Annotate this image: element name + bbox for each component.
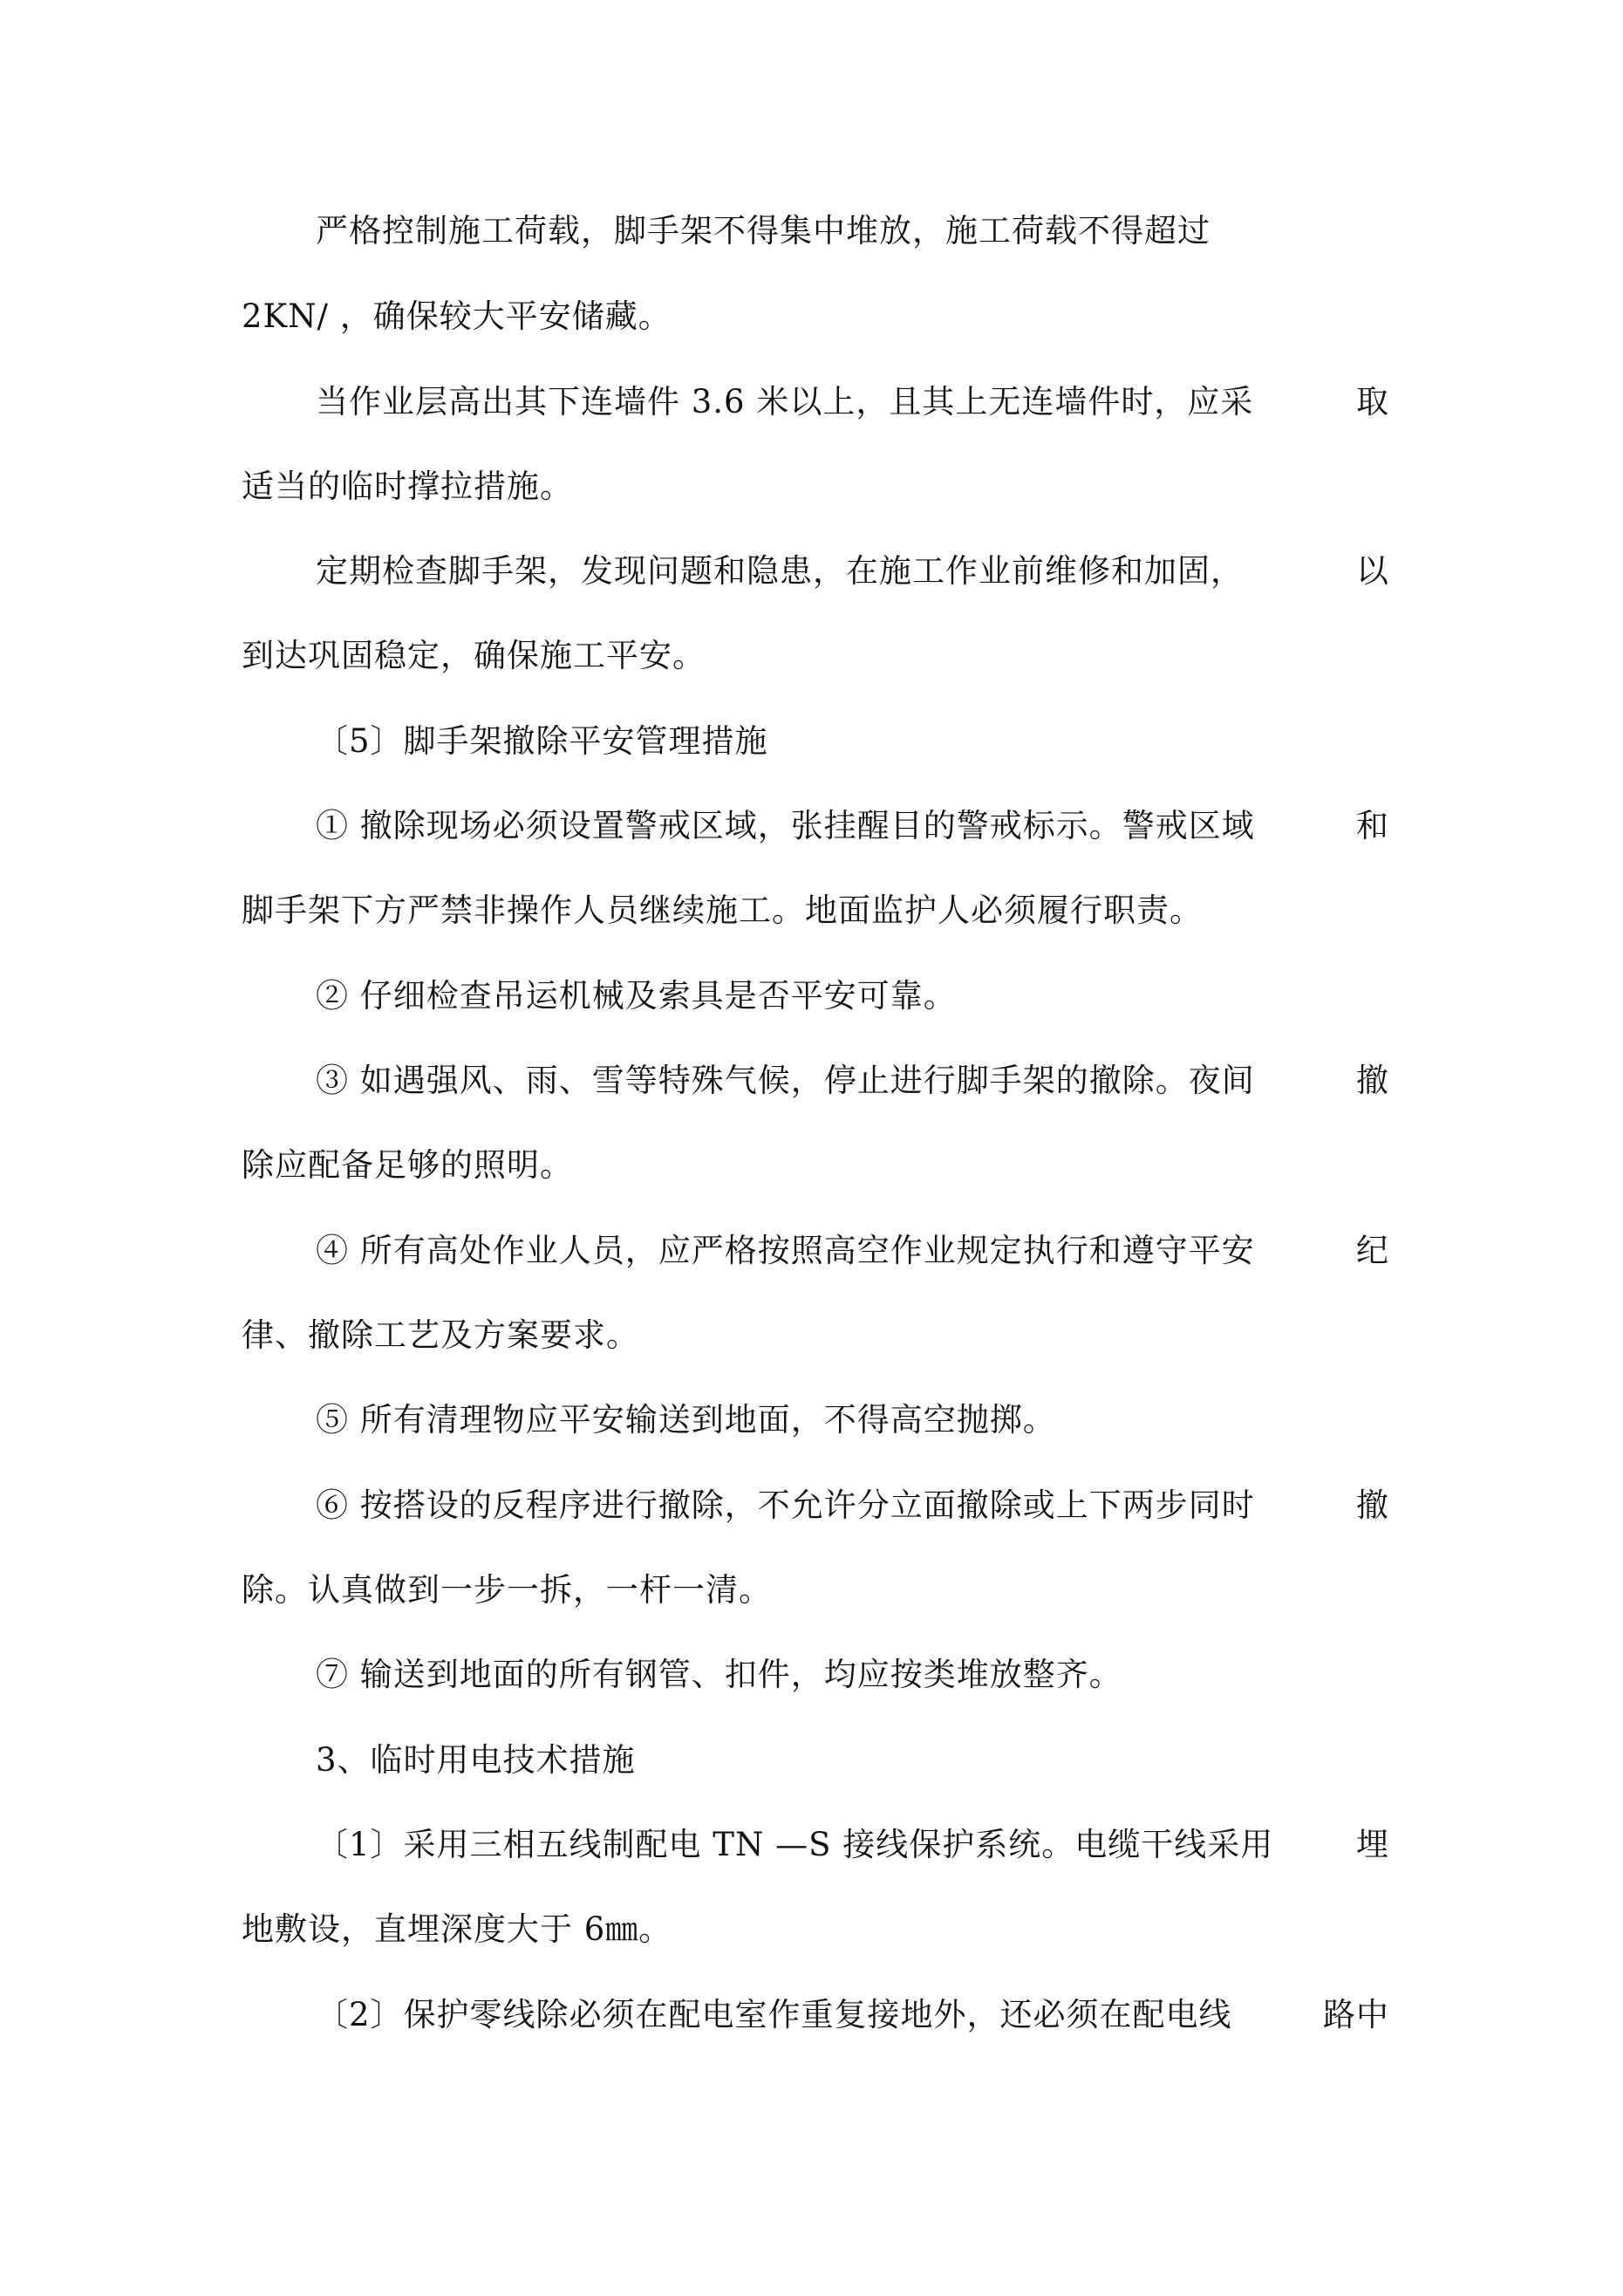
line-tail: 路中 — [1323, 1996, 1389, 2033]
line-text: 定期检查脚手架，发现问题和隐患，在施工作业前维修和加固， — [316, 552, 1244, 590]
paragraph-line — [316, 1059, 1389, 1103]
paragraph-line — [316, 380, 1389, 424]
paragraph-line: 除应配备足够的照明。 — [242, 1146, 573, 1184]
paragraph-line: ② 仔细检查吊运机械及索具是否平安可靠。 — [316, 977, 957, 1015]
paragraph-line — [316, 1229, 1389, 1273]
paragraph-line — [316, 550, 1389, 593]
line-tail: 埋 — [1356, 1826, 1389, 1863]
line-text: 〔2〕保护零线除必须在配电室作重复接地外，还必须在配电线 — [316, 1996, 1232, 2033]
paragraph-line — [316, 804, 1389, 848]
section-heading: 〔5〕脚手架撤除平安管理措施 — [316, 722, 768, 760]
line-tail: 纪 — [1356, 1232, 1389, 1269]
paragraph-line: 严格控制施工荷载，脚手架不得集中堆放，施工荷载不得超过 — [316, 212, 1210, 249]
line-text: ① 撤除现场必须设置警戒区域，张挂醒目的警戒标示。警戒区域 — [316, 807, 1255, 844]
section-heading: 3、临时用电技术措施 — [316, 1741, 636, 1779]
line-tail: 撤 — [1356, 1062, 1389, 1099]
line-text: 当作业层高出其下连墙件 3.6 米以上，且其上无连墙件时，应采 — [316, 383, 1254, 420]
line-text: ③ 如遇强风、雨、雪等特殊气候，停止进行脚手架的撤除。夜间 — [316, 1062, 1255, 1099]
paragraph-line: 适当的临时撑拉措施。 — [242, 468, 573, 505]
paragraph-line — [316, 1993, 1389, 2037]
paragraph-line: 地敷设，直埋深度大于 6㎜。 — [242, 1910, 672, 1948]
line-text: ⑥ 按搭设的反程序进行撤除，不允许分立面撤除或上下两步同时 — [316, 1486, 1255, 1524]
line-tail: 以 — [1356, 552, 1389, 590]
paragraph-line: 律、撤除工艺及方案要求。 — [242, 1316, 639, 1354]
paragraph-line — [316, 1823, 1389, 1867]
paragraph-line: 脚手架下方严禁非操作人员继续施工。地面监护人必须履行职责。 — [242, 892, 1203, 929]
line-tail: 取 — [1356, 383, 1389, 420]
line-text: 〔1〕采用三相五线制配电 TN —S 接线保护系统。电缆干线采用 — [316, 1826, 1274, 1863]
paragraph-line: 到达巩固稳定，确保施工平安。 — [242, 637, 706, 674]
line-tail: 撤 — [1356, 1486, 1389, 1524]
paragraph-line: ⑦ 输送到地面的所有钢管、扣件，均应按类堆放整齐。 — [316, 1656, 1122, 1693]
paragraph-line: 除。认真做到一步一拆，一杆一清。 — [242, 1571, 772, 1609]
line-tail: 和 — [1356, 807, 1389, 844]
line-text: ④ 所有高处作业人员，应严格按照高空作业规定执行和遵守平安 — [316, 1232, 1255, 1269]
paragraph-line: 2KN/ ，确保较大平安储藏。 — [242, 297, 672, 335]
paragraph-line: ⑤ 所有清理物应平安输送到地面，不得高空抛掷。 — [316, 1401, 1056, 1438]
paragraph-line — [316, 1484, 1389, 1527]
